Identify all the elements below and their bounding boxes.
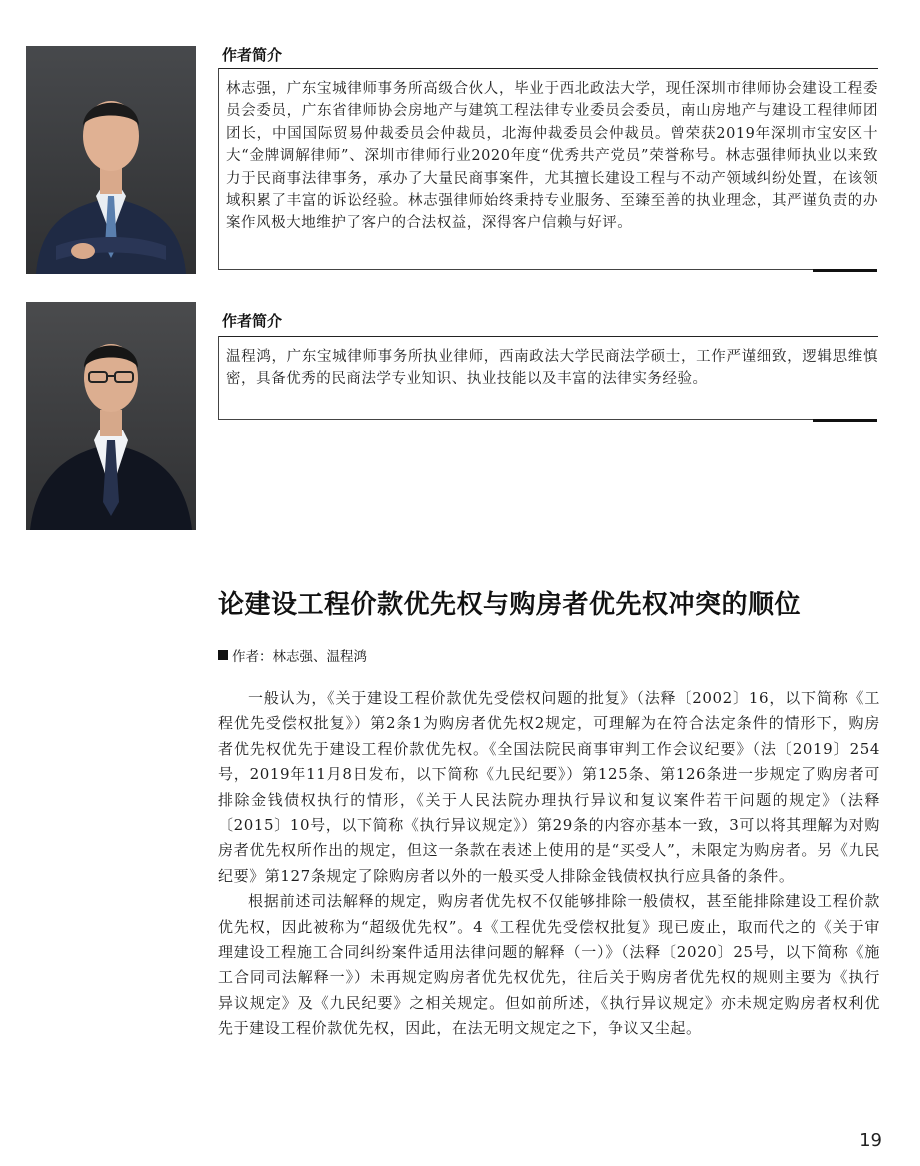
article-body bbox=[218, 686, 880, 1042]
author-bio-text-1: 林志强，广东宝城律师事务所高级合伙人，毕业于西北政法大学，现任深圳市律师协会建设工程委员会委员，广东省律师协会房地产与建筑工程法律专业委员会委员，南山房地产与建设工程律师团团长，中国国际贸易仲裁委员会仲裁员，北海仲裁委员会仲裁员。曾荣获2019年深圳市宝安区十大“金牌调解律师”、深圳市律师行业2020年度“优秀共产党员”荣誉称号。林志强律师执业以来致力于民商事法律事务，承办了大量民商事案件，尤其擅长建设工程与不动产领域纠纷处置，在该领域积累了丰富的诉讼经验。林志强律师始终秉持专业服务、至臻至善的执业理念，其严谨负责的办案作风极大地维护了客户的合法权益，深得客户信赖与好评。 bbox=[226, 81, 878, 232]
article-paragraph-1: 一般认为，《关于建设工程价款优先受偿权问题的批复》（法释〔2002〕16，以下简称《工程优先受偿权批复》）第2条1为购房者优先权2规定，可理解为在符合法定条件的情形下，购房者优先权优先于建设工程价款优先权。《全国法院民商事审判工作会议纪要》（法〔2019〕254号，2019年11月8日发布，以下简称《九民纪要》）第125条、第126条进一步规定了购房者可排除金钱债权执行的情形，《关于人民法院办理执行异议和复议案件若干问题的规定》（法释〔2015〕10号，以下简称《执行异议规定》）第29条的内容亦基本一致，3可以将其理解为对购房者优先权所作出的规定，但这一条款在表述上使用的是“买受人”，未限定为购房者。另《九民纪要》第127条规定了除购房者以外的一般买受人排除金钱债权执行应具备的条件。 bbox=[218, 689, 880, 885]
article-paragraph-2: 根据前述司法解释的规定，购房者优先权不仅能够排除一般债权，甚至能排除建设工程价款优先权，因此被称为“超级优先权”。4《工程优先受偿权批复》现已废止，取而代之的《关于审理建设工程施工合同纠纷案件适用法律问题的解释（一）》（法释〔2020〕25号，以下简称《施工合同司法解释一》）未再规定购房者优先权优先，往后关于购房者优先权的规则主要为《执行异议规定》及《九民纪要》之相关规定。但如前所述，《执行异议规定》亦未规定购房者权利优先于建设工程价款优先权，因此，在法无明文规定之下，争议又尘起。 bbox=[218, 892, 880, 1038]
author-bio-text-2: 温程鸿，广东宝城律师事务所执业律师，西南政法大学民商法学硕士，工作严谨细致，逻辑思维慎密，具备优秀的民商法学专业知识、执业技能以及丰富的法律实务经验。 bbox=[226, 349, 878, 388]
square-bullet-icon bbox=[218, 650, 228, 660]
author-photo-2 bbox=[26, 302, 196, 530]
man-with-glasses-portrait-icon bbox=[26, 302, 196, 530]
author-bio-label-2: 作者简介 bbox=[222, 312, 283, 330]
man-in-suit-portrait-icon bbox=[26, 46, 196, 274]
article-byline bbox=[218, 645, 367, 665]
author-photo-1 bbox=[26, 46, 196, 274]
author-bio-label-1: 作者简介 bbox=[222, 46, 283, 64]
bio-box-accent bbox=[813, 419, 877, 422]
bio-box-accent bbox=[813, 269, 877, 272]
byline-text: 作者：林志强、温程鸿 bbox=[232, 649, 367, 665]
page-number: 19 bbox=[859, 1130, 882, 1151]
article-title: 论建设工程价款优先权与购房者优先权冲突的顺位 bbox=[218, 590, 802, 620]
